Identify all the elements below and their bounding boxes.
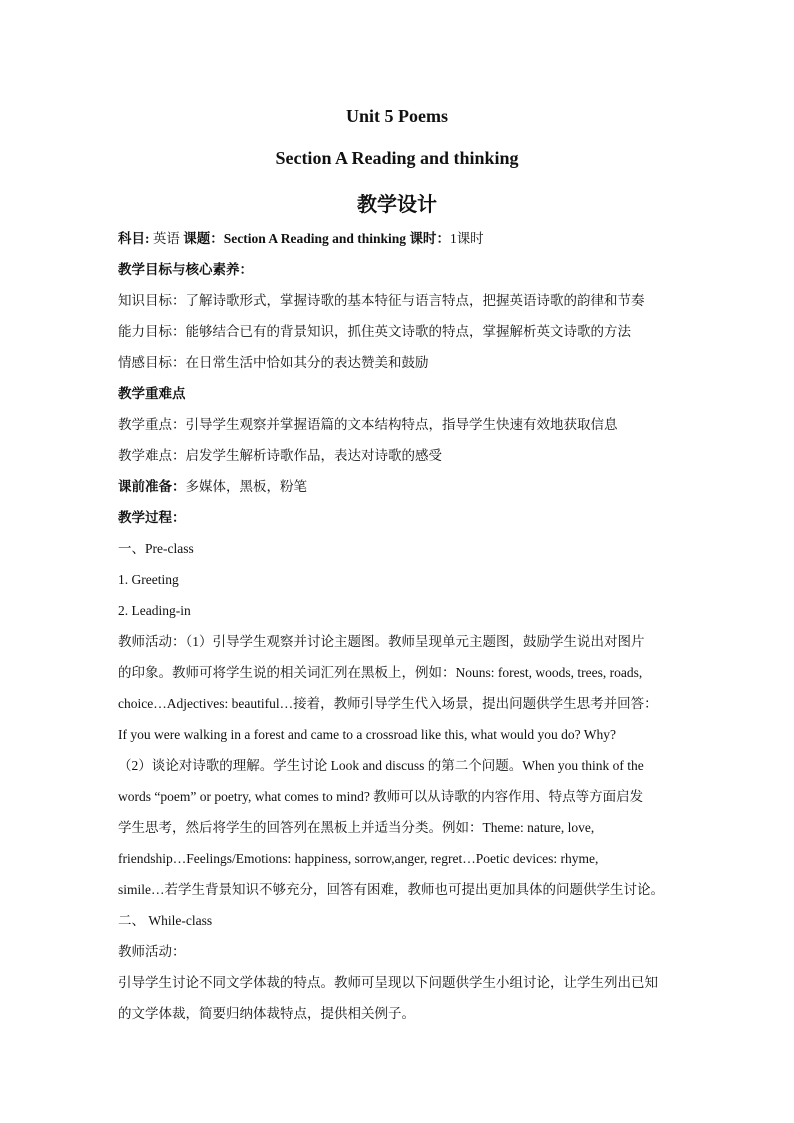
body-line-text: 学生思考，然后将学生的回答列在黑板上并适当分类。例如：Theme: nature, love, [118, 820, 595, 835]
body-line-text: 教学重难点 [118, 386, 186, 401]
body-line [118, 1005, 688, 1023]
body-line [118, 323, 688, 341]
section-title: Section A Reading and thinking [275, 148, 519, 168]
body-line [118, 478, 688, 496]
body-line-text: 课前准备： [118, 479, 186, 494]
body-line [118, 416, 688, 434]
subject-value: 英语 [152, 231, 180, 246]
body-line-text: 教学过程： [118, 510, 186, 525]
body-line-text: 的文学体裁，简要归纳体裁特点，提供相关例子。 [118, 1006, 415, 1021]
body-line [118, 292, 688, 310]
body-line [118, 261, 688, 279]
body-line [118, 385, 688, 403]
body-line-text: 情感目标：在日常生活中恰如其分的表达赞美和鼓励 [118, 355, 429, 370]
body-line [118, 881, 688, 899]
body-line-text: 1. Greeting [118, 572, 179, 587]
meta-line: 科目: 英语 课题：Section A Reading and thinking 课时：1课时 [118, 231, 484, 246]
body-line-text: 2. Leading-in [118, 603, 191, 618]
body-line-value: 多媒体，黑板，粉笔 [185, 479, 307, 494]
unit-title: Unit 5 Poems [346, 106, 448, 126]
body-line-text: 教师活动： [118, 944, 186, 959]
body-line [118, 726, 688, 744]
body-line-text: 一、Pre-class [118, 541, 194, 556]
body-line [118, 602, 688, 620]
body-line-text: 二、 While-class [118, 913, 213, 928]
body-line-text: （2）谈论对诗歌的理解。学生讨论 Look and discuss 的第二个问题。When you think of the [118, 758, 644, 773]
body-line-text: simile…若学生背景知识不够充分，回答有困难，教师也可提出更加具体的问题供学生讨论。 [118, 882, 664, 897]
body-line-text: 能力目标：能够结合已有的背景知识，抓住英文诗歌的特点，掌握解析英文诗歌的方法 [118, 324, 631, 339]
body-line-text: If you were walking in a forest and came to a crossroad like this, what would you do? Why? [118, 727, 616, 742]
body-line-text: 的印象。教师可将学生说的相关词汇列在黑板上，例如：Nouns: forest, woods, trees, roads, [118, 665, 643, 680]
body-line [118, 788, 688, 806]
body-line [118, 540, 688, 558]
body-line [118, 633, 688, 651]
body-line [118, 447, 688, 465]
body-line [118, 943, 688, 961]
body-line [118, 354, 688, 372]
body-line [118, 850, 688, 868]
body-line [118, 695, 688, 713]
body-line [118, 509, 688, 527]
topic-value: Section A Reading and thinking [223, 231, 407, 246]
body-line [118, 974, 688, 992]
body-line [118, 757, 688, 775]
body-line-text: 知识目标：了解诗歌形式，掌握诗歌的基本特征与语言特点，把握英语诗歌的韵律和节奏 [118, 293, 645, 308]
document-heading: 教学设计 [357, 194, 437, 216]
body-line-text: 教师活动：（1）引导学生观察并讨论主题图。教师呈现单元主题图，鼓励学生说出对图片 [118, 634, 645, 649]
body-line [118, 912, 688, 930]
body-line-text: words “poem” or poetry, what comes to mind? 教师可以从诗歌的内容作用、特点等方面启发 [118, 789, 644, 804]
hours-value: 1课时 [449, 231, 484, 246]
hours-label: 课时 [409, 231, 437, 246]
body-line [118, 664, 688, 682]
body-line-text: 教学重点：引导学生观察并掌握语篇的文本结构特点，指导学生快速有效地获取信息 [118, 417, 618, 432]
body-line-text: 教学难点：启发学生解析诗歌作品，表达对诗歌的感受 [118, 448, 442, 463]
subject-label: 科目 [118, 231, 145, 246]
body-line [118, 819, 688, 837]
body-line-text: 引导学生讨论不同文学体裁的特点。教师可呈现以下问题供学生小组讨论，让学生列出已知 [118, 975, 658, 990]
body-line-text: friendship…Feelings/Emotions: happiness, sorrow,anger, regret…Poetic devices: rhyme, [118, 851, 599, 866]
body-line-text: 教学目标与核心素养： [118, 262, 253, 277]
body-line [118, 571, 688, 589]
body-line-text: choice…Adjectives: beautiful…接着，教师引导学生代入场景，提出问题供学生思考并回答： [118, 696, 658, 711]
topic-label: 课题 [183, 231, 211, 246]
